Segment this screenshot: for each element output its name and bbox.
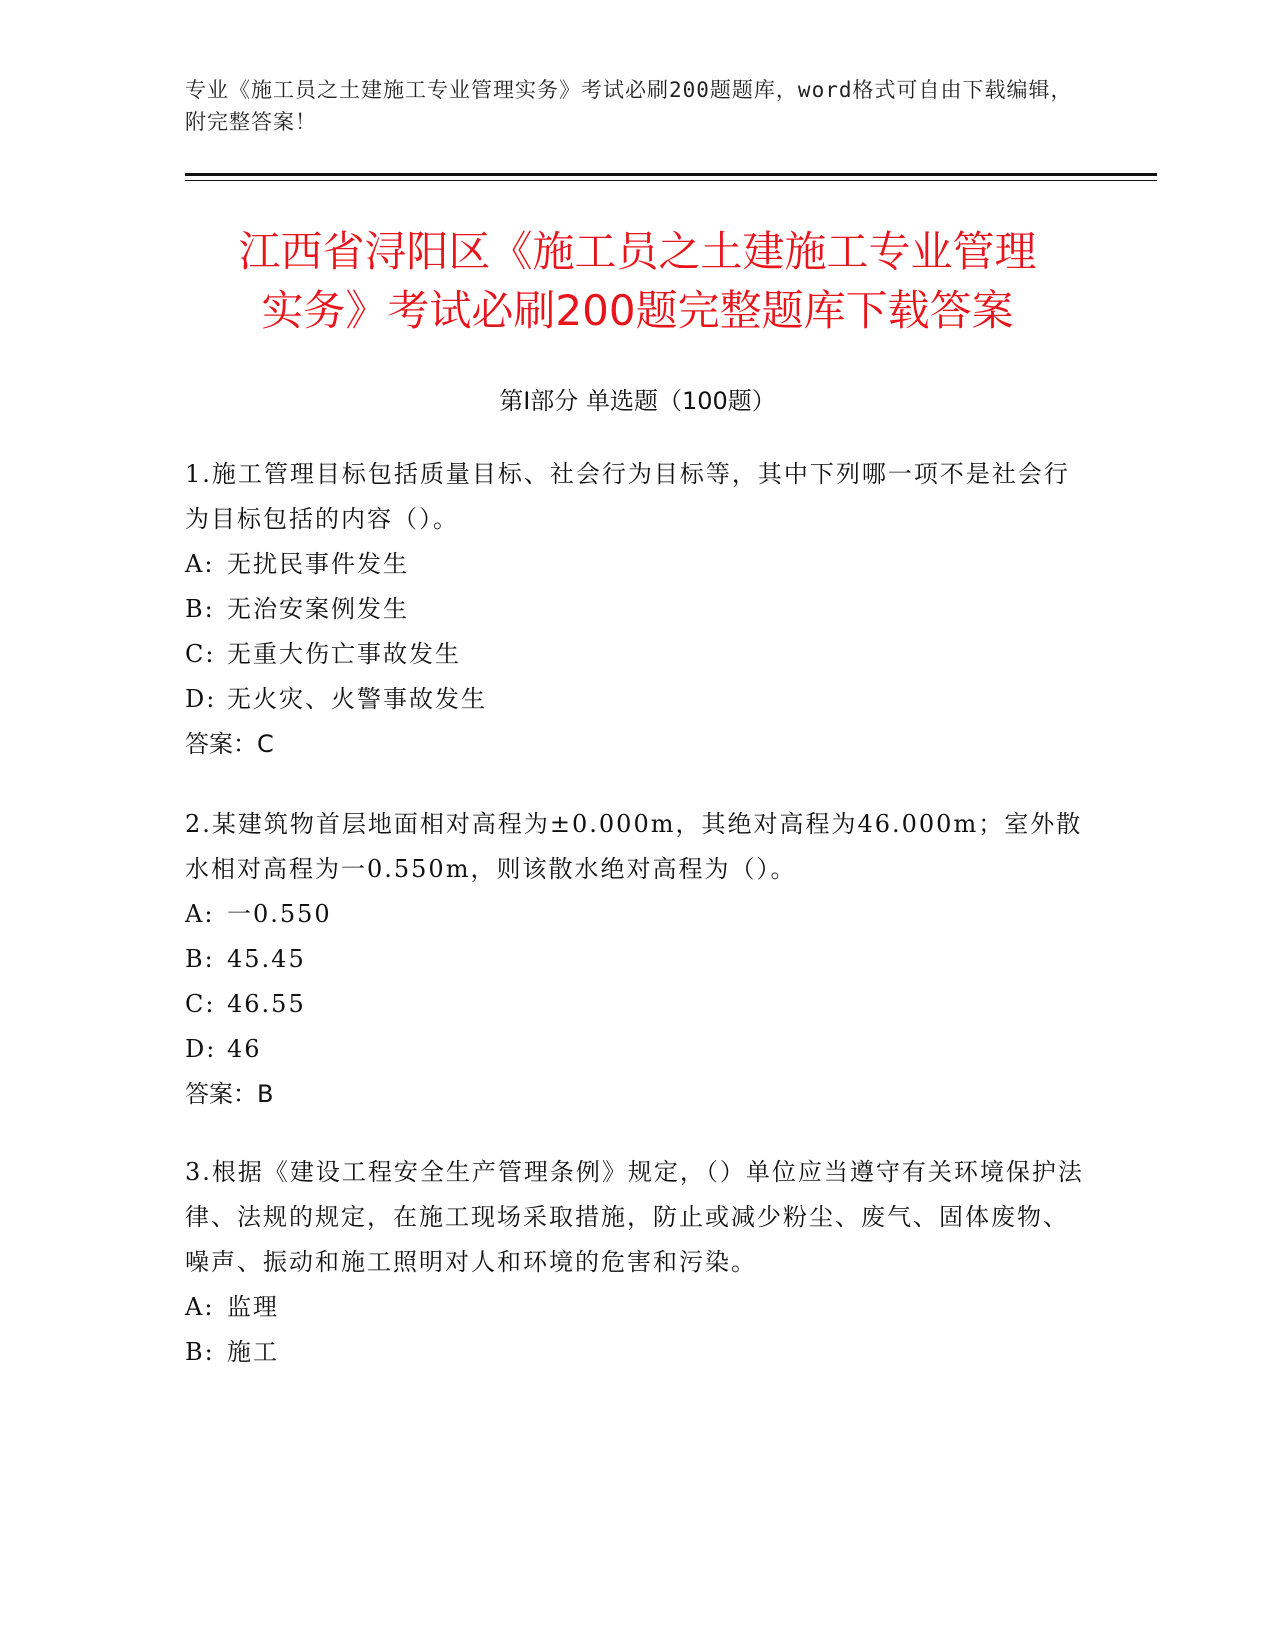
question-1 xyxy=(185,452,1085,767)
option-value: 46 xyxy=(227,1035,262,1063)
section-title: 第Ⅰ部分 单选题（100题） xyxy=(499,387,776,415)
question-text: 3.根据《建设工程安全生产管理条例》规定，（）单位应当遵守有关环境保护法律、法规的规定，在施工现场采取措施，防止或减少粉尘、废气、固体废物、噪声、振动和施工照明对人和环境的危害和污染。 xyxy=(185,1158,1084,1276)
option-value: 46.55 xyxy=(227,990,306,1018)
option-a xyxy=(185,542,1085,587)
option-key: B: xyxy=(185,1338,215,1366)
option-value: 无治安案例发生 xyxy=(227,595,409,623)
option-key: A: xyxy=(185,550,215,578)
option-key: D: xyxy=(185,685,217,713)
header-rule-thin xyxy=(185,180,1157,181)
option-value: 无重大伤亡事故发生 xyxy=(227,640,461,668)
option-b xyxy=(185,1330,1085,1375)
document-title-line-2: 实务》考试必刷200题完整题库下载答案 xyxy=(261,286,1014,335)
option-key: D: xyxy=(185,1035,217,1063)
document-title xyxy=(185,222,1090,340)
option-b xyxy=(185,587,1085,632)
option-value: 一0.550 xyxy=(227,900,332,928)
option-value: 无扰民事件发生 xyxy=(227,550,409,578)
question-text: 1.施工管理目标包括质量目标、社会行为目标等，其中下列哪一项不是社会行为目标包括的内容（）。 xyxy=(185,460,1070,533)
option-key: A: xyxy=(185,1293,215,1321)
option-d xyxy=(185,1027,1085,1072)
option-key: B: xyxy=(185,945,215,973)
option-key: B: xyxy=(185,595,215,623)
option-value: 施工 xyxy=(227,1338,279,1366)
question-2 xyxy=(185,802,1085,1117)
question-text: 2.某建筑物首层地面相对高程为±0.000m，其绝对高程为46.000m；室外散水相对高程为一0.550m，则该散水绝对高程为（）。 xyxy=(185,810,1083,883)
option-a xyxy=(185,892,1085,937)
answer: 答案：B xyxy=(185,1080,274,1108)
option-c xyxy=(185,982,1085,1027)
header-note: 专业《施工员之土建施工专业管理实务》考试必刷200题题库，word格式可自由下载编辑，附完整答案！ xyxy=(185,78,1073,134)
option-b xyxy=(185,937,1085,982)
header-rule-thick xyxy=(185,173,1157,176)
document-title-line-1: 江西省浔阳区《施工员之土建施工专业管理 xyxy=(238,227,1037,276)
option-key: C: xyxy=(185,990,216,1018)
option-key: A: xyxy=(185,900,215,928)
question-3 xyxy=(185,1150,1085,1375)
option-value: 45.45 xyxy=(227,945,306,973)
option-value: 监理 xyxy=(227,1293,279,1321)
answer: 答案：C xyxy=(185,730,274,758)
option-a xyxy=(185,1285,1085,1330)
option-d xyxy=(185,677,1085,722)
option-c xyxy=(185,632,1085,677)
option-value: 无火灾、火警事故发生 xyxy=(227,685,487,713)
option-key: C: xyxy=(185,640,216,668)
